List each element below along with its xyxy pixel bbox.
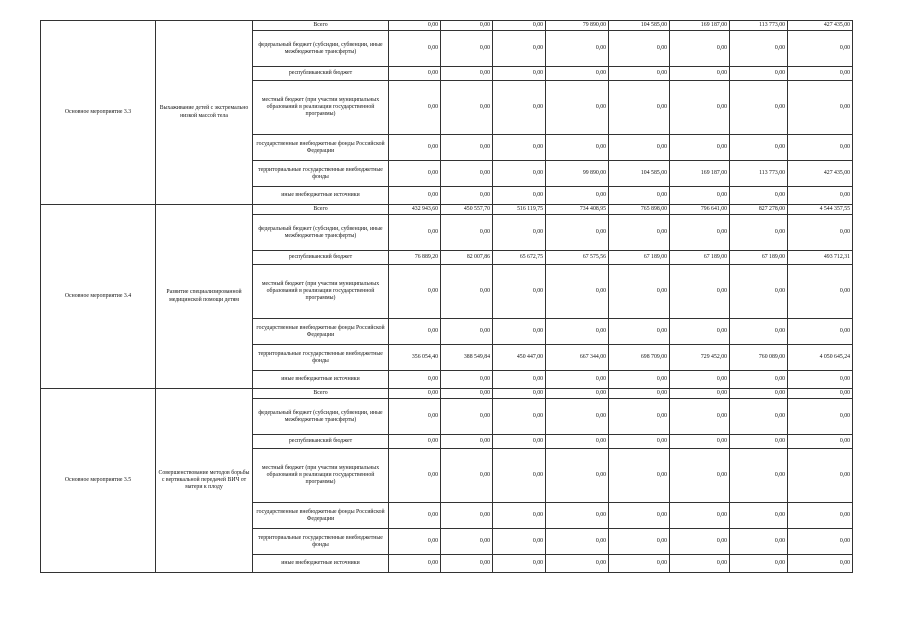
amount-cell: 0,00 xyxy=(609,371,670,389)
total-amount-cell: 0,00 xyxy=(788,319,853,345)
amount-cell: 0,00 xyxy=(670,67,730,81)
amount-cell: 0,00 xyxy=(389,135,441,161)
amount-cell: 0,00 xyxy=(609,389,670,399)
amount-cell: 0,00 xyxy=(670,399,730,435)
amount-cell: 67 189,00 xyxy=(730,251,788,265)
amount-cell: 0,00 xyxy=(389,449,441,503)
amount-cell: 0,00 xyxy=(730,135,788,161)
total-amount-cell: 0,00 xyxy=(788,187,853,205)
amount-cell: 79 890,00 xyxy=(546,21,609,31)
funding-source: государственные внебюджетные фонды Российской Федерации xyxy=(253,503,389,529)
amount-cell: 356 054,40 xyxy=(389,345,441,371)
amount-cell: 698 709,00 xyxy=(609,345,670,371)
total-amount-cell: 493 712,31 xyxy=(788,251,853,265)
amount-cell: 0,00 xyxy=(389,161,441,187)
funding-source: местный бюджет (при участии муниципальных образований в реализации государственной программы) xyxy=(253,449,389,503)
amount-cell: 0,00 xyxy=(546,319,609,345)
amount-cell: 0,00 xyxy=(493,371,546,389)
amount-cell: 0,00 xyxy=(389,319,441,345)
amount-cell: 0,00 xyxy=(546,81,609,135)
total-amount-cell: 0,00 xyxy=(788,31,853,67)
amount-cell: 0,00 xyxy=(493,555,546,573)
amount-cell: 0,00 xyxy=(389,21,441,31)
amount-cell: 67 189,00 xyxy=(609,251,670,265)
funding-source: республиканский бюджет xyxy=(253,251,389,265)
amount-cell: 0,00 xyxy=(730,319,788,345)
activity-name: Основное мероприятие 3.5 xyxy=(41,389,156,573)
amount-cell: 0,00 xyxy=(670,389,730,399)
amount-cell: 0,00 xyxy=(441,31,493,67)
amount-cell: 0,00 xyxy=(441,81,493,135)
funding-source: республиканский бюджет xyxy=(253,435,389,449)
amount-cell: 0,00 xyxy=(441,67,493,81)
amount-cell: 0,00 xyxy=(441,265,493,319)
amount-cell: 0,00 xyxy=(670,449,730,503)
total-amount-cell: 0,00 xyxy=(788,389,853,399)
amount-cell: 0,00 xyxy=(441,161,493,187)
activity-description: Развитие специализированной медицинской помощи детям xyxy=(156,205,253,389)
total-amount-cell: 427 435,00 xyxy=(788,21,853,31)
amount-cell: 0,00 xyxy=(493,449,546,503)
total-amount-cell: 0,00 xyxy=(788,135,853,161)
amount-cell: 796 641,00 xyxy=(670,205,730,215)
funding-source: Всего xyxy=(253,21,389,31)
amount-cell: 0,00 xyxy=(493,161,546,187)
amount-cell: 0,00 xyxy=(493,265,546,319)
amount-cell: 0,00 xyxy=(441,371,493,389)
amount-cell: 0,00 xyxy=(609,399,670,435)
amount-cell: 0,00 xyxy=(389,81,441,135)
total-row xyxy=(41,21,853,31)
amount-cell: 0,00 xyxy=(730,215,788,251)
amount-cell: 827 278,00 xyxy=(730,205,788,215)
amount-cell: 0,00 xyxy=(546,265,609,319)
amount-cell: 0,00 xyxy=(730,449,788,503)
funding-source: федеральный бюджет (субсидии, субвенции, иные межбюджетные трансферты) xyxy=(253,399,389,435)
amount-cell: 0,00 xyxy=(493,67,546,81)
amount-cell: 0,00 xyxy=(546,399,609,435)
amount-cell: 0,00 xyxy=(609,503,670,529)
amount-cell: 0,00 xyxy=(493,21,546,31)
amount-cell: 0,00 xyxy=(609,67,670,81)
amount-cell: 0,00 xyxy=(609,319,670,345)
amount-cell: 0,00 xyxy=(670,265,730,319)
amount-cell: 67 189,00 xyxy=(670,251,730,265)
total-amount-cell: 0,00 xyxy=(788,371,853,389)
amount-cell: 0,00 xyxy=(670,555,730,573)
funding-source: местный бюджет (при участии муниципальных образований в реализации государственной программы) xyxy=(253,81,389,135)
funding-source: иные внебюджетные источники xyxy=(253,371,389,389)
total-amount-cell: 0,00 xyxy=(788,81,853,135)
budget-table xyxy=(40,20,853,573)
amount-cell: 516 119,75 xyxy=(493,205,546,215)
amount-cell: 0,00 xyxy=(609,555,670,573)
amount-cell: 65 672,75 xyxy=(493,251,546,265)
amount-cell: 0,00 xyxy=(493,81,546,135)
amount-cell: 0,00 xyxy=(609,449,670,503)
amount-cell: 0,00 xyxy=(670,371,730,389)
amount-cell: 0,00 xyxy=(730,555,788,573)
amount-cell: 0,00 xyxy=(670,135,730,161)
amount-cell: 169 187,00 xyxy=(670,21,730,31)
amount-cell: 0,00 xyxy=(441,389,493,399)
amount-cell: 113 773,00 xyxy=(730,21,788,31)
amount-cell: 0,00 xyxy=(670,319,730,345)
amount-cell: 760 089,00 xyxy=(730,345,788,371)
amount-cell: 0,00 xyxy=(546,435,609,449)
total-amount-cell: 0,00 xyxy=(788,555,853,573)
funding-source: территориальные государственные внебюджетные фонды xyxy=(253,161,389,187)
amount-cell: 0,00 xyxy=(441,135,493,161)
amount-cell: 734 408,95 xyxy=(546,205,609,215)
funding-source: территориальные государственные внебюджетные фонды xyxy=(253,529,389,555)
amount-cell: 0,00 xyxy=(730,435,788,449)
amount-cell: 0,00 xyxy=(546,529,609,555)
amount-cell: 0,00 xyxy=(441,555,493,573)
amount-cell: 67 575,56 xyxy=(546,251,609,265)
activity-description: Выхаживание детей с экстремально низкой массой тела xyxy=(156,21,253,205)
amount-cell: 0,00 xyxy=(670,215,730,251)
amount-cell: 0,00 xyxy=(389,435,441,449)
activity-name: Основное мероприятие 3.3 xyxy=(41,21,156,205)
amount-cell: 667 344,00 xyxy=(546,345,609,371)
amount-cell: 0,00 xyxy=(546,67,609,81)
funding-source: иные внебюджетные источники xyxy=(253,555,389,573)
amount-cell: 82 007,86 xyxy=(441,251,493,265)
amount-cell: 0,00 xyxy=(441,399,493,435)
amount-cell: 0,00 xyxy=(546,31,609,67)
total-amount-cell: 4 050 645,24 xyxy=(788,345,853,371)
funding-source: Всего xyxy=(253,389,389,399)
funding-source: федеральный бюджет (субсидии, субвенции, иные межбюджетные трансферты) xyxy=(253,31,389,67)
funding-source: федеральный бюджет (субсидии, субвенции, иные межбюджетные трансферты) xyxy=(253,215,389,251)
total-amount-cell: 4 544 357,55 xyxy=(788,205,853,215)
amount-cell: 0,00 xyxy=(730,399,788,435)
total-amount-cell: 0,00 xyxy=(788,265,853,319)
amount-cell: 0,00 xyxy=(730,187,788,205)
amount-cell: 388 549,84 xyxy=(441,345,493,371)
amount-cell: 0,00 xyxy=(441,319,493,345)
amount-cell: 0,00 xyxy=(670,503,730,529)
amount-cell: 0,00 xyxy=(441,449,493,503)
amount-cell: 450 447,00 xyxy=(493,345,546,371)
amount-cell: 104 585,00 xyxy=(609,21,670,31)
amount-cell: 0,00 xyxy=(609,187,670,205)
amount-cell: 0,00 xyxy=(493,31,546,67)
amount-cell: 0,00 xyxy=(546,503,609,529)
amount-cell: 0,00 xyxy=(609,529,670,555)
amount-cell: 0,00 xyxy=(493,187,546,205)
amount-cell: 0,00 xyxy=(389,215,441,251)
amount-cell: 0,00 xyxy=(609,31,670,67)
funding-source: республиканский бюджет xyxy=(253,67,389,81)
amount-cell: 0,00 xyxy=(441,21,493,31)
amount-cell: 0,00 xyxy=(493,319,546,345)
amount-cell: 0,00 xyxy=(730,31,788,67)
amount-cell: 0,00 xyxy=(493,529,546,555)
amount-cell: 0,00 xyxy=(546,449,609,503)
total-amount-cell: 0,00 xyxy=(788,399,853,435)
total-row xyxy=(41,205,853,215)
amount-cell: 450 557,70 xyxy=(441,205,493,215)
amount-cell: 0,00 xyxy=(441,187,493,205)
amount-cell: 0,00 xyxy=(389,389,441,399)
amount-cell: 0,00 xyxy=(441,529,493,555)
amount-cell: 0,00 xyxy=(670,529,730,555)
amount-cell: 0,00 xyxy=(441,435,493,449)
total-amount-cell: 0,00 xyxy=(788,503,853,529)
activity-name: Основное мероприятие 3.4 xyxy=(41,205,156,389)
amount-cell: 0,00 xyxy=(730,81,788,135)
amount-cell: 0,00 xyxy=(609,81,670,135)
amount-cell: 0,00 xyxy=(546,215,609,251)
amount-cell: 0,00 xyxy=(493,389,546,399)
amount-cell: 0,00 xyxy=(493,135,546,161)
amount-cell: 0,00 xyxy=(546,135,609,161)
total-amount-cell: 0,00 xyxy=(788,435,853,449)
amount-cell: 0,00 xyxy=(670,31,730,67)
amount-cell: 0,00 xyxy=(609,265,670,319)
amount-cell: 0,00 xyxy=(493,435,546,449)
amount-cell: 0,00 xyxy=(493,399,546,435)
amount-cell: 0,00 xyxy=(493,503,546,529)
amount-cell: 0,00 xyxy=(670,187,730,205)
amount-cell: 0,00 xyxy=(730,67,788,81)
amount-cell: 99 890,00 xyxy=(546,161,609,187)
amount-cell: 0,00 xyxy=(730,265,788,319)
amount-cell: 0,00 xyxy=(546,389,609,399)
amount-cell: 729 452,00 xyxy=(670,345,730,371)
funding-source: иные внебюджетные источники xyxy=(253,187,389,205)
funding-source: местный бюджет (при участии муниципальных образований в реализации государственной программы) xyxy=(253,265,389,319)
amount-cell: 0,00 xyxy=(730,389,788,399)
amount-cell: 0,00 xyxy=(389,555,441,573)
amount-cell: 0,00 xyxy=(389,187,441,205)
amount-cell: 0,00 xyxy=(609,135,670,161)
amount-cell: 432 943,60 xyxy=(389,205,441,215)
total-amount-cell: 427 435,00 xyxy=(788,161,853,187)
amount-cell: 169 187,00 xyxy=(670,161,730,187)
amount-cell: 104 585,00 xyxy=(609,161,670,187)
amount-cell: 765 898,00 xyxy=(609,205,670,215)
funding-source: государственные внебюджетные фонды Российской Федерации xyxy=(253,319,389,345)
funding-source: Всего xyxy=(253,205,389,215)
table-body xyxy=(41,21,853,573)
amount-cell: 0,00 xyxy=(389,503,441,529)
amount-cell: 0,00 xyxy=(670,435,730,449)
amount-cell: 0,00 xyxy=(441,503,493,529)
total-amount-cell: 0,00 xyxy=(788,67,853,81)
amount-cell: 0,00 xyxy=(389,265,441,319)
amount-cell: 0,00 xyxy=(389,67,441,81)
total-amount-cell: 0,00 xyxy=(788,529,853,555)
activity-description: Совершенствование методов борьбы с вертикальной передачей ВИЧ от матери к плоду xyxy=(156,389,253,573)
amount-cell: 0,00 xyxy=(546,371,609,389)
funding-source: государственные внебюджетные фонды Российской Федерации xyxy=(253,135,389,161)
amount-cell: 113 773,00 xyxy=(730,161,788,187)
amount-cell: 0,00 xyxy=(441,215,493,251)
amount-cell: 0,00 xyxy=(546,187,609,205)
amount-cell: 0,00 xyxy=(389,31,441,67)
amount-cell: 0,00 xyxy=(389,529,441,555)
amount-cell: 76 889,20 xyxy=(389,251,441,265)
amount-cell: 0,00 xyxy=(493,215,546,251)
total-amount-cell: 0,00 xyxy=(788,215,853,251)
amount-cell: 0,00 xyxy=(546,555,609,573)
total-amount-cell: 0,00 xyxy=(788,449,853,503)
amount-cell: 0,00 xyxy=(389,371,441,389)
funding-source: территориальные государственные внебюджетные фонды xyxy=(253,345,389,371)
amount-cell: 0,00 xyxy=(609,435,670,449)
amount-cell: 0,00 xyxy=(609,215,670,251)
amount-cell: 0,00 xyxy=(670,81,730,135)
amount-cell: 0,00 xyxy=(730,529,788,555)
total-row xyxy=(41,389,853,399)
amount-cell: 0,00 xyxy=(730,371,788,389)
amount-cell: 0,00 xyxy=(730,503,788,529)
amount-cell: 0,00 xyxy=(389,399,441,435)
